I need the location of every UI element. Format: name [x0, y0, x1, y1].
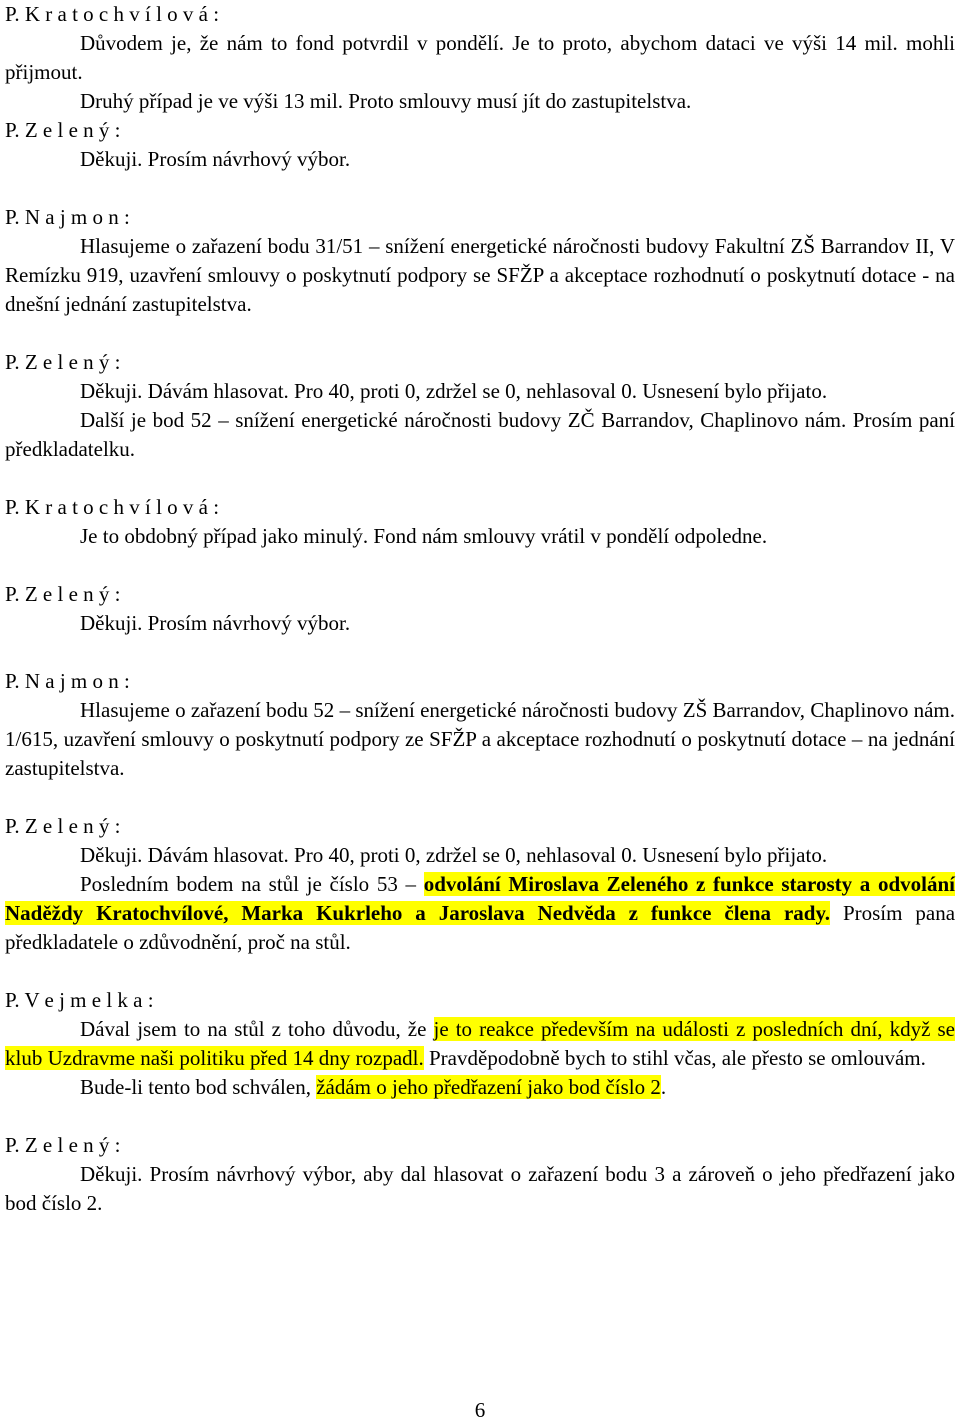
paragraph: Děkuji. Prosím návrhový výbor. — [80, 147, 351, 171]
speaker-zeleny: P. Z e l e n ý : — [5, 118, 121, 142]
page-number: 6 — [474, 1398, 486, 1422]
highlighted-text: odvolání Miroslava Zeleného z funkce starosty a odvolání Naděždy Kratochvílové, Marka Kukrleho a Jaroslava Nedvěda z funkce člena rady. — [5, 872, 955, 925]
spacer — [5, 783, 955, 812]
transcript-page — [5, 0, 955, 1218]
paragraph: Další je bod 52 – snížení energetické náročnosti budovy ZČ Barrandov, Chaplinovo nám. Prosím paní předkladatelku. — [5, 408, 955, 461]
paragraph: Hlasujeme o zařazení bodu 52 – snížení energetické náročnosti budovy ZŠ Barrandov, Chaplinovo nám. 1/615, uzavření smlouvy o poskytnutí podpory ze SFŽP a akceptace rozhodnutí o poskytnutí dotace – na jednání zastupitelstva. — [5, 698, 955, 780]
paragraph: Důvodem je, že nám to fond potvrdil v pondělí. Je to proto, abychom dataci ve výši 14 mil. mohli přijmout. — [5, 31, 955, 84]
paragraph — [5, 1015, 955, 1073]
text-run: Dával jsem to na stůl z toho důvodu, že — [80, 1017, 434, 1041]
paragraph: Děkuji. Dávám hlasovat. Pro 40, proti 0, zdržel se 0, nehlasoval 0. Usnesení bylo přijato. — [80, 379, 828, 403]
paragraph — [5, 870, 955, 957]
text-run: Pravděpodobně bych to stihl včas, ale přesto se omlouvám. — [423, 1046, 926, 1070]
paragraph — [5, 1073, 955, 1102]
paragraph: Hlasujeme o zařazení bodu 31/51 – snížení energetické náročnosti budovy Fakultní ZŠ Barrandov II, V Remízku 919, uzavření smlouvy o poskytnutí podpory se SFŽP a akceptace rozhodnutí o poskytnutí dotace - na dnešní jednání zastupitelstva. — [5, 234, 955, 316]
spacer — [5, 957, 955, 986]
paragraph: Děkuji. Prosím návrhový výbor, aby dal hlasovat o zařazení bodu 3 a zároveň o jeho předřazení jako bod číslo 2. — [5, 1162, 955, 1215]
text-run: Prosím pana předkladatele o zdůvodnění, proč na stůl. — [5, 901, 956, 954]
paragraph: Druhý případ je ve výši 13 mil. Proto smlouvy musí jít do zastupitelstva. — [80, 89, 692, 113]
text-run: Bude-li tento bod schválen, — [80, 1075, 317, 1099]
speaker-najmon: P. N a j m o n : — [5, 669, 130, 693]
speaker-zeleny: P. Z e l e n ý : — [5, 814, 121, 838]
speaker-zeleny: P. Z e l e n ý : — [5, 1133, 121, 1157]
highlighted-text: je to reakce především na události z posledních dní, když se klub Uzdravme naši politiku před 14 dny rozpadl. — [5, 1017, 955, 1070]
spacer — [5, 551, 955, 580]
highlighted-text: žádám o jeho předřazení jako bod číslo 2 — [316, 1075, 661, 1099]
speaker-zeleny: P. Z e l e n ý : — [5, 582, 121, 606]
text-run: . — [660, 1075, 667, 1099]
paragraph: Děkuji. Prosím návrhový výbor. — [80, 611, 351, 635]
spacer — [5, 319, 955, 348]
speaker-vejmelka: P. V e j m e l k a : — [5, 988, 154, 1012]
paragraph: Děkuji. Dávám hlasovat. Pro 40, proti 0, zdržel se 0, nehlasoval 0. Usnesení bylo přijato. — [80, 843, 828, 867]
speaker-zeleny: P. Z e l e n ý : — [5, 350, 121, 374]
paragraph: Je to obdobný případ jako minulý. Fond nám smlouvy vrátil v pondělí odpoledne. — [80, 524, 768, 548]
spacer — [5, 464, 955, 493]
speaker-kratochvilova: P. K r a t o c h v í l o v á : — [5, 495, 220, 519]
spacer — [5, 638, 955, 667]
speaker-najmon: P. N a j m o n : — [5, 205, 130, 229]
speaker-kratochvilova: P. K r a t o c h v í l o v á : — [5, 2, 220, 26]
text-run: Posledním bodem na stůl je číslo 53 – — [80, 872, 424, 896]
spacer — [5, 1102, 955, 1131]
spacer — [5, 174, 955, 203]
